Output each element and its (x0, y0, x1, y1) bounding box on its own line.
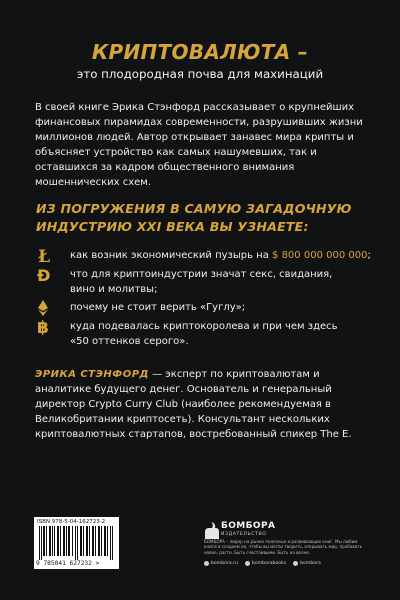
author-bio-text: — эксперт по криптовалютам и аналитике будущего денег. Основатель и генеральный директор Crypto Curry Club (наиболее рекомендуемая в Великобритании криптосеть). Консультант нескольких криптовалютных стартапов, востребованный спикер The E. (35, 369, 352, 440)
list-item (36, 319, 376, 349)
intro-paragraph: В своей книге Эрика Стэнфорд рассказывает о крупнейших финансовых пирамидах современности, разрушивших жизни миллионов людей. Автор открывает занавес мира крипты и объясняет устройство как самых нашумевших, так и оставшихся за кадром общественного внимания мошеннических схем. (35, 102, 363, 188)
social-links (204, 561, 374, 566)
list-item-text: вино и молитвы; (70, 284, 158, 295)
social-link-label: bombora (300, 561, 321, 566)
section-heading-line-1: ИЗ ПОГРУЖЕНИЯ В САМУЮ ЗАГАДОЧНУЮ (36, 201, 352, 216)
instagram-icon (293, 561, 298, 566)
list-item (36, 267, 376, 297)
cover-title: КРИПТОВАЛЮТА – (91, 40, 309, 64)
list-item-text: куда подевалась криптокоролева и при чем здесь (70, 321, 338, 332)
publisher-name: БОМБОРА (221, 521, 276, 531)
dogecoin-icon (36, 267, 60, 283)
svg-text:Ł: Ł (38, 248, 51, 264)
amount-value: $ 800 000 000 000 (272, 250, 368, 261)
litecoin-icon (36, 248, 60, 264)
list-item-text: как возник экономический пузырь на (70, 250, 273, 261)
social-link-website[interactable] (204, 561, 238, 566)
publisher-fine-print: БОМБОРА – лидер на рынке полезных и развивающих книг. Мы любим книги и создаем их, чтобы вы могли творить, открывать мир, пробовать новое, расти. Быть счастливыми. Быть на волне. (204, 539, 363, 555)
publisher-tagline: ИЗДАТЕЛЬСТВО (221, 532, 267, 537)
list-item-text: «50 оттенков серого». (70, 336, 189, 347)
vk-icon (245, 561, 250, 566)
author-bio (35, 367, 375, 442)
bitcoin-icon (36, 319, 60, 335)
social-link-instagram[interactable] (293, 561, 321, 566)
svg-text:฿: ฿ (37, 319, 49, 335)
list-item-punct: ; (367, 250, 371, 261)
list-item-text: почему не стоит верить «Гуглу»; (70, 302, 246, 313)
author-name: ЭРИКА СТЭНФОРД (35, 369, 149, 380)
section-heading (36, 200, 376, 236)
barcode (34, 517, 119, 569)
isbn-label: ISBN 978-5-04-162723-2 (37, 519, 106, 525)
social-link-label: bombora.ru (211, 561, 238, 566)
social-link-vk[interactable] (245, 561, 286, 566)
globe-icon (204, 561, 209, 566)
list-item (36, 300, 376, 316)
svg-text:Ð: Ð (37, 267, 51, 283)
list-item-text: что для криптоиндустрии значат секс, свидания, (70, 269, 333, 280)
barcode-bars (37, 526, 116, 560)
ethereum-icon (36, 300, 60, 316)
list-item (36, 248, 376, 264)
section-heading-line-2: ИНДУСТРИЮ XXI ВЕКА ВЫ УЗНАЕТЕ: (36, 219, 309, 234)
cover-subtitle: это плодородная почва для махинаций (76, 67, 324, 81)
social-link-label: bomborabooks (251, 561, 287, 566)
barcode-digits: 9 785041 627232 > (36, 560, 100, 567)
